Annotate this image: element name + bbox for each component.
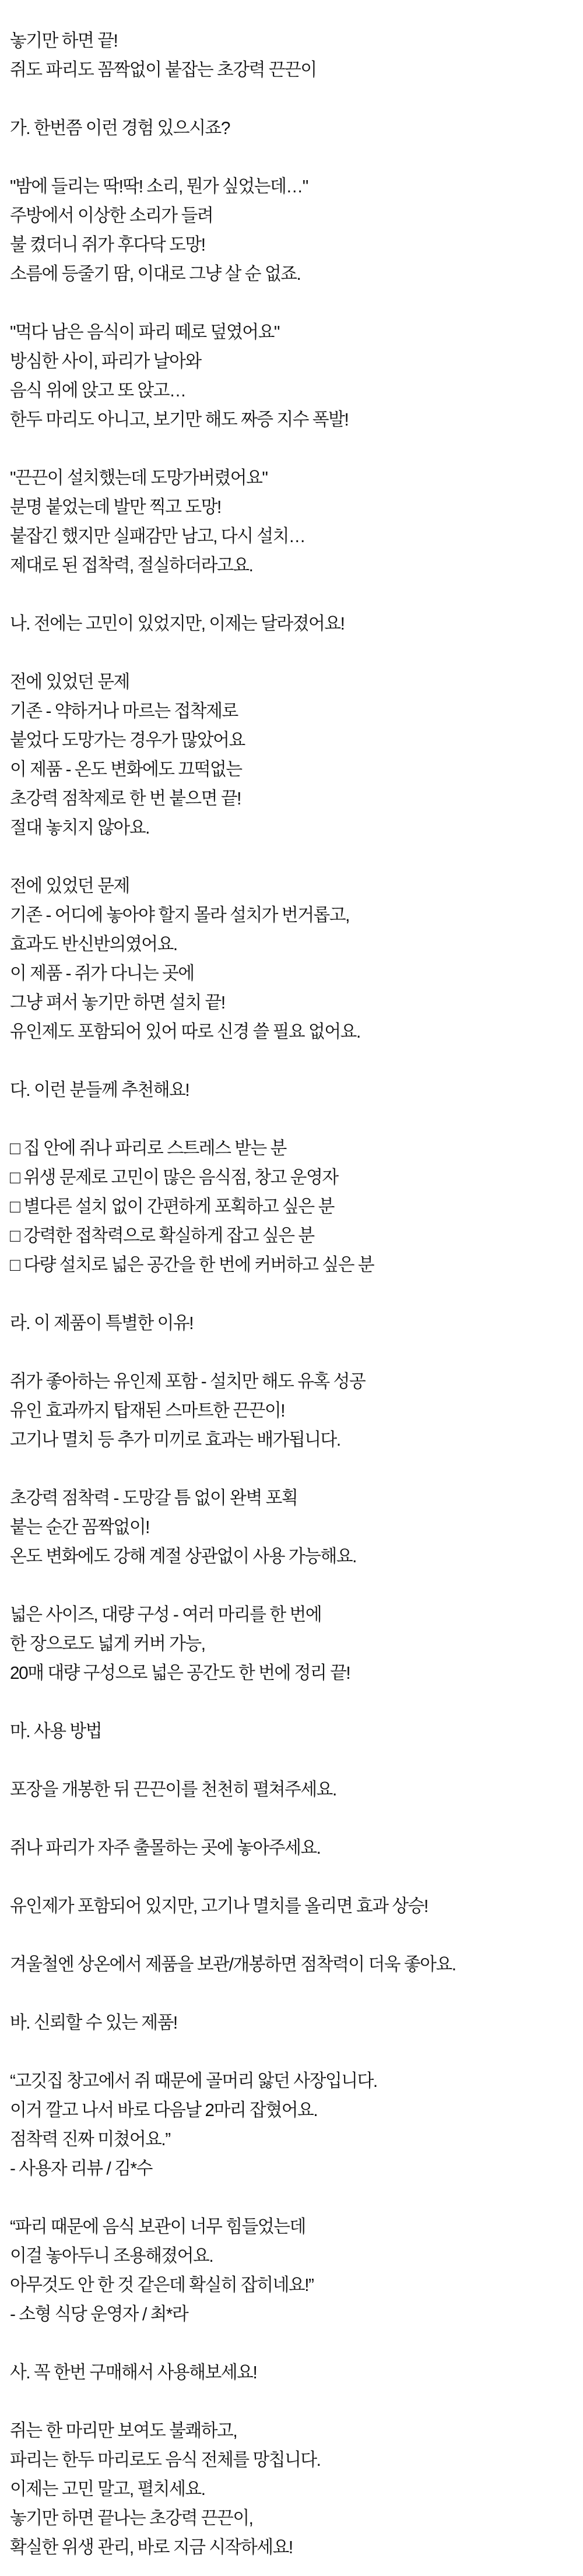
section-heading-heading-ma xyxy=(10,1717,571,1746)
heading-line: 마. 사용 방법 xyxy=(10,1721,102,1741)
text-line: □ 위생 문제로 고민이 많은 음식점, 창고 운영자 xyxy=(10,1167,338,1187)
section-heading-heading-da xyxy=(10,1076,571,1105)
text-line: 유인 효과까지 탑재된 스마트한 끈끈이! xyxy=(10,1400,285,1421)
text-line: 초강력 점착제로 한 번 붙으면 끝! xyxy=(10,788,241,809)
text-line: 고기나 멸치 등 추가 미끼로 효과는 배가됩니다. xyxy=(10,1429,340,1450)
text-line: 온도 변화에도 강해 계절 상관없이 사용 가능해요. xyxy=(10,1546,356,1566)
section-heading-heading-ga xyxy=(10,114,571,143)
text-line: 초강력 점착력 - 도망갈 틈 없이 완벽 포획 xyxy=(10,1488,298,1508)
heading-line: 사. 꼭 한번 구매해서 사용해보세요! xyxy=(10,2362,257,2382)
paragraph-feature-attractant xyxy=(10,1367,571,1454)
text-line: - 사용자 리뷰 / 김*수 xyxy=(10,2158,152,2178)
text-line: - 소형 식당 운영자 / 최*라 xyxy=(10,2304,188,2324)
paragraph-feature-size xyxy=(10,1600,571,1688)
text-line: 파리는 한두 마리로도 음식 전체를 망칩니다. xyxy=(10,2450,321,2470)
text-line: 쥐가 좋아하는 유인제 포함 - 설치만 해도 유혹 성공 xyxy=(10,1371,366,1391)
text-line: 절대 놓치지 않아요. xyxy=(10,817,149,838)
text-line: "끈끈이 설치했는데 도망가버렸어요" xyxy=(10,468,268,488)
text-line: 그냥 펴서 놓기만 하면 설치 끝! xyxy=(10,992,225,1013)
text-line: □ 집 안에 쥐나 파리로 스트레스 받는 분 xyxy=(10,1138,286,1158)
text-line: "먹다 남은 음식이 파리 떼로 덮였어요" xyxy=(10,322,280,342)
text-line: 쥐는 한 마리만 보여도 불쾌하고, xyxy=(10,2420,237,2441)
text-line: 붙는 순간 꼼짝없이! xyxy=(10,1517,149,1537)
text-line: 전에 있었던 문제 xyxy=(10,672,129,692)
text-line: 아무것도 안 한 것 같은데 확실히 잡히네요!” xyxy=(10,2275,314,2295)
section-heading-heading-sa xyxy=(10,2358,571,2387)
text-line: 효과도 반신반의였어요. xyxy=(10,934,177,954)
text-line: 놓기만 하면 끝! xyxy=(10,30,118,51)
text-line: 이거 깔고 나서 바로 다음날 2마리 잡혔어요. xyxy=(10,2100,318,2120)
section-heading-heading-ra xyxy=(10,1309,571,1338)
paragraph-experience-flies xyxy=(10,318,571,434)
text-line: 이제는 고민 말고, 펼치세요. xyxy=(10,2479,205,2499)
paragraph-recommend-checklist xyxy=(10,1134,571,1280)
heading-line: 나. 전에는 고민이 있었지만, 이제는 달라졌어요! xyxy=(10,613,345,634)
text-line: 유인제도 포함되어 있어 따로 신경 쓸 필요 없어요. xyxy=(10,1021,360,1042)
text-line: “파리 때문에 음식 보관이 너무 힘들었는데 xyxy=(10,2216,305,2237)
heading-line: 가. 한번쯤 이런 경험 있으시죠? xyxy=(10,118,230,138)
section-heading-heading-ba xyxy=(10,2008,571,2037)
text-line: 유인제가 포함되어 있지만, 고기나 멸치를 올리면 효과 상승! xyxy=(10,1896,428,1916)
section-heading-heading-na xyxy=(10,609,571,638)
text-line: 불 켰더니 쥐가 후다닥 도망! xyxy=(10,234,205,255)
text-line: 겨울철엔 상온에서 제품을 보관/개봉하면 점착력이 더욱 좋아요. xyxy=(10,1954,456,1974)
heading-line: 바. 신뢰할 수 있는 제품! xyxy=(10,2012,177,2033)
text-line: 한두 마리도 아니고, 보기만 해도 짜증 지수 폭발! xyxy=(10,409,349,430)
text-line: 제대로 된 접착력, 절실하더라고요. xyxy=(10,555,253,575)
paragraph-experience-mouse xyxy=(10,172,571,289)
text-line: 붙잡긴 했지만 실패감만 남고, 다시 설치… xyxy=(10,526,305,546)
text-line: □ 별다른 설치 없이 간편하게 포획하고 싶은 분 xyxy=(10,1196,334,1217)
heading-line: 라. 이 제품이 특별한 이유! xyxy=(10,1313,194,1333)
text-line: 주방에서 이상한 소리가 들려 xyxy=(10,205,213,226)
paragraph-usage-step-2 xyxy=(10,1833,571,1862)
text-line: 포장을 개봉한 뒤 끈끈이를 천천히 펼쳐주세요. xyxy=(10,1779,336,1800)
text-line: 전에 있었던 문제 xyxy=(10,876,129,896)
text-line: 이걸 놓아두니 조용해졌어요. xyxy=(10,2245,213,2266)
text-line: 확실한 위생 관리, 바로 지금 시작하세요! xyxy=(10,2537,293,2557)
paragraph-intro-tagline xyxy=(10,26,571,85)
text-line: “고깃집 창고에서 쥐 때문에 골머리 앓던 사장입니다. xyxy=(10,2071,377,2091)
text-line: 분명 붙었는데 발만 찍고 도망! xyxy=(10,497,221,517)
text-line: 쥐나 파리가 자주 출몰하는 곳에 놓아주세요. xyxy=(10,1837,321,1858)
text-line: 20매 대량 구성으로 넓은 공간도 한 번에 정리 끝! xyxy=(10,1663,350,1683)
text-line: 쥐도 파리도 꼼짝없이 붙잡는 초강력 끈끈이 xyxy=(10,59,317,80)
text-line: 이 제품 - 온도 변화에도 끄떡없는 xyxy=(10,759,242,779)
paragraph-review-1 xyxy=(10,2067,571,2183)
text-line: 붙었다 도망가는 경우가 많았어요 xyxy=(10,730,245,750)
text-line: 한 장으로도 넓게 커버 가능, xyxy=(10,1633,205,1654)
paragraph-usage-step-1 xyxy=(10,1775,571,1804)
text-line: □ 다량 설치로 넓은 공간을 한 번에 커버하고 싶은 분 xyxy=(10,1254,374,1275)
paragraph-problem-placement xyxy=(10,871,571,1046)
text-line: □ 강력한 접착력으로 확실하게 잡고 싶은 분 xyxy=(10,1225,314,1246)
paragraph-closing xyxy=(10,2416,571,2562)
paragraph-feature-adhesion xyxy=(10,1484,571,1571)
text-line: 음식 위에 앉고 또 앉고… xyxy=(10,380,186,400)
text-line: 기존 - 약하거나 마르는 접착제로 xyxy=(10,701,238,721)
text-line: 방심한 사이, 파리가 날아와 xyxy=(10,351,201,371)
text-line: "밤에 들리는 딱!딱! 소리, 뭔가 싶었는데…" xyxy=(10,176,308,196)
heading-line: 다. 이런 분들께 추천해요! xyxy=(10,1080,189,1100)
text-line: 넓은 사이즈, 대량 구성 - 여러 마리를 한 번에 xyxy=(10,1604,322,1625)
paragraph-usage-step-3 xyxy=(10,1892,571,1921)
text-line: 소름에 등줄기 땀, 이대로 그냥 살 순 없죠. xyxy=(10,263,301,284)
paragraph-experience-weak-trap xyxy=(10,463,571,580)
text-line: 이 제품 - 쥐가 다니는 곳에 xyxy=(10,963,194,983)
text-line: 점착력 진짜 미쳤어요.” xyxy=(10,2129,170,2149)
text-line: 기존 - 어디에 놓아야 할지 몰라 설치가 번거롭고, xyxy=(10,905,349,925)
text-line: 놓기만 하면 끝나는 초강력 끈끈이, xyxy=(10,2508,253,2528)
paragraph-problem-adhesive xyxy=(10,667,571,842)
paragraph-usage-step-4 xyxy=(10,1950,571,1979)
paragraph-review-2 xyxy=(10,2212,571,2329)
